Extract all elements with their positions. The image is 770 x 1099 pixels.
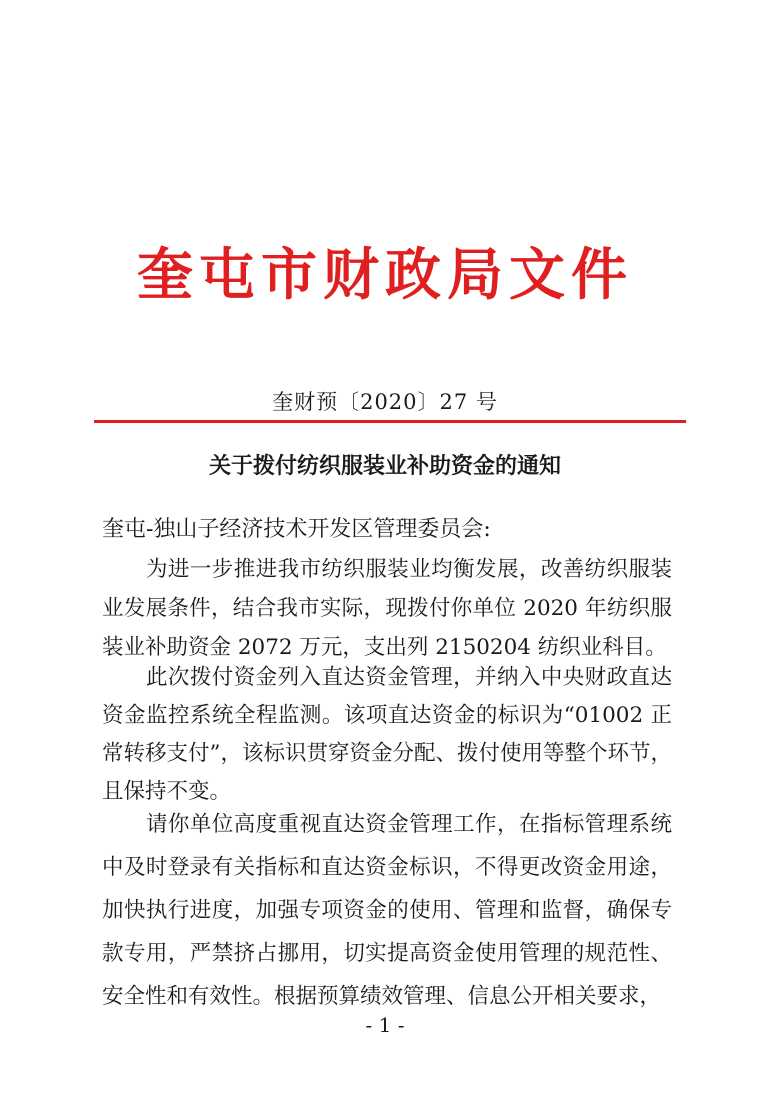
page-number: - 1 - xyxy=(365,1013,405,1037)
document-number: 奎财预〔2020〕27 号 xyxy=(272,390,498,414)
red-divider-line xyxy=(94,420,686,423)
body-paragraph-1: 为进一步推进我市纺织服装业均衡发展，改善纺织服装业发展条件，结合我市实际，现拨付你单位 2020 年纺织服装业补助资金 2072 万元，支出列 2150204 纺织业科目。 xyxy=(102,557,672,660)
body-paragraph-2: 此次拨付资金列入直达资金管理，并纳入中央财政直达资金监控系统全程监测。该项直达资金的标识为“01002 正常转移支付”，该标识贯穿资金分配、拨付使用等整个环节，且保持不变。 xyxy=(102,665,672,804)
document-title: 关于拨付纺织服装业补助资金的通知 xyxy=(208,453,561,479)
addressee: 奎屯-独山子经济技术开发区管理委员会: xyxy=(102,517,491,542)
issuer-header-title: 奎屯市财政局文件 xyxy=(137,242,633,308)
body-paragraph-3: 请你单位高度重视直达资金管理工作，在指标管理系统中及时登录有关指标和直达资金标识，不得更改资金用途，加快执行进度，加强专项资金的使用、管理和监督，确保专款专用，严禁挤占挪用，切实提高资金使用管理的规范性、安全性和有效性。根据预算绩效管理、信息公开相关要求， xyxy=(102,812,672,1009)
